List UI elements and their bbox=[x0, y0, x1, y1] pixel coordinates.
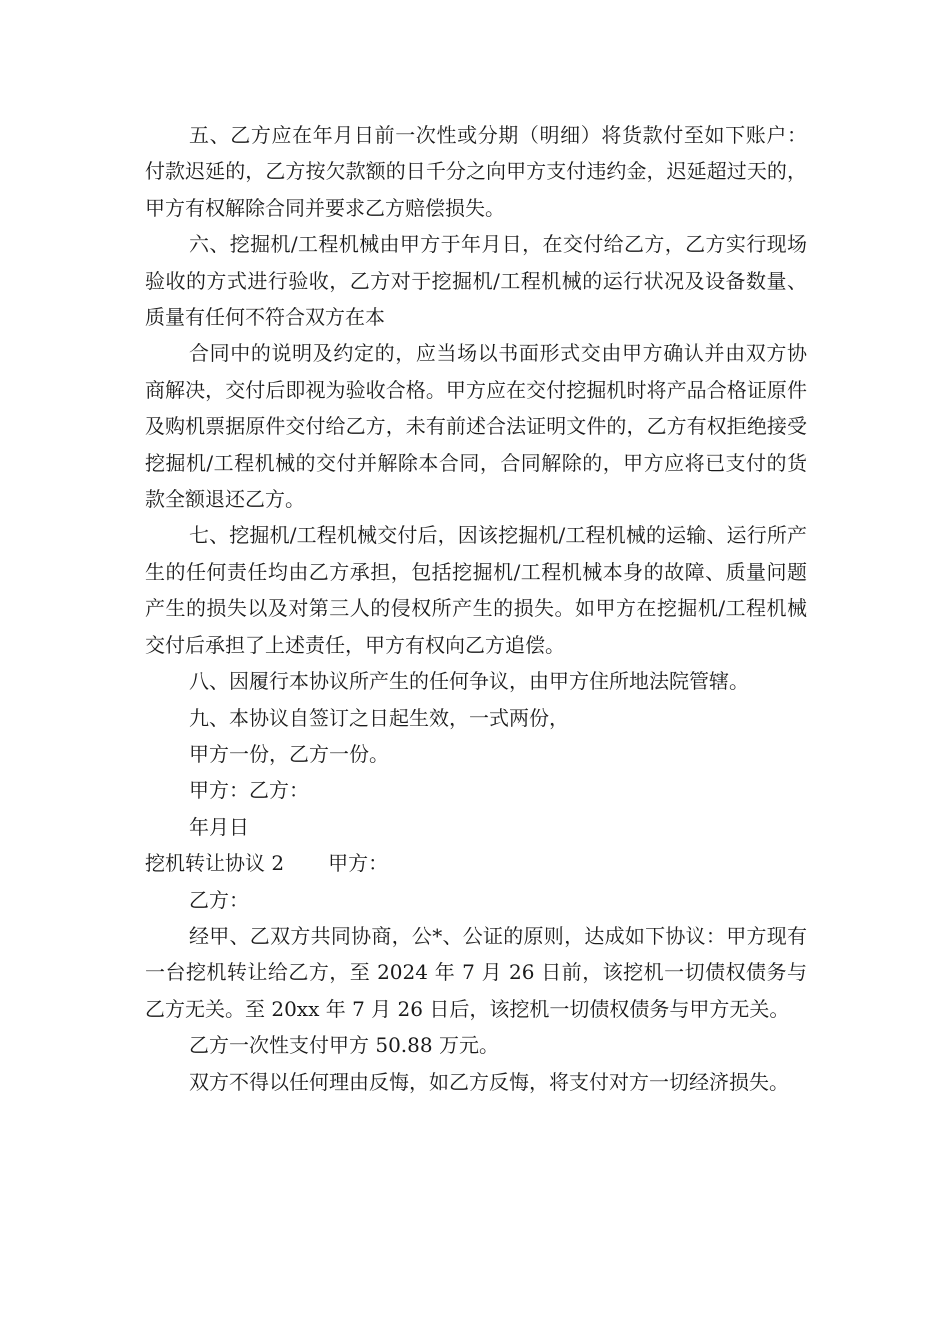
copies-line: 甲方一份，乙方一份。 bbox=[189, 741, 389, 766]
date-line: 年月日 bbox=[189, 814, 249, 839]
clause-6-continued: 合同中的说明及约定的，应当场以书面形式交由甲方确认并由双方协商解决，交付后即视为验收合格。甲方应在交付挖掘机时将产品合格证原件及购机票据原件交付给乙方，未有前述合法证明文件的，乙方有权拒绝接受挖掘机/工程机械的交付并解除本合同，合同解除的，甲方应将已支付的货款全额退还乙方。 bbox=[145, 341, 807, 512]
party-a-label: 甲方： bbox=[328, 851, 389, 876]
agreement-2-no-regret: 双方不得以任何理由反悔，如乙方反悔，将支付对方一切经济损失。 bbox=[189, 1069, 789, 1094]
signature-line: 甲方：乙方： bbox=[189, 778, 309, 803]
agreement-2-terms: 经甲、乙双方共同协商，公*、公证的原则，达成如下协议：甲方现有一台挖机转让给乙方，至 2024 年 7 月 26 日前，该挖机一切债权债务与乙方无关。至 20xx 年 7 月 26 日后，该挖机一切债权债务与甲方无关。 bbox=[145, 923, 807, 1021]
clause-7: 七、挖掘机/工程机械交付后，因该挖掘机/工程机械的运输、运行所产生的任何责任均由乙方承担，包括挖掘机/工程机械本身的故障、质量问题产生的损失以及对第三人的侵权所产生的损失。如甲方在挖掘机/工程机械交付后承担了上述责任，甲方有权向乙方追偿。 bbox=[145, 523, 807, 657]
party-b-label: 乙方： bbox=[189, 887, 249, 912]
agreement-2-title: 挖机转让协议 2 bbox=[145, 851, 285, 876]
agreement-2-payment: 乙方一次性支付甲方 50.88 万元。 bbox=[189, 1033, 499, 1058]
agreement-2-heading bbox=[145, 845, 807, 881]
document-body bbox=[145, 117, 807, 1100]
clause-5: 五、乙方应在年月日前一次性或分期（明细）将货款付至如下账户：付款迟延的，乙方按欠款额的日千分之向甲方支付违约金，迟延超过天的，甲方有权解除合同并要求乙方赔偿损失。 bbox=[145, 123, 807, 220]
clause-9: 九、本协议自签订之日起生效，一式两份， bbox=[189, 705, 569, 730]
clause-6: 六、挖掘机/工程机械由甲方于年月日，在交付给乙方，乙方实行现场验收的方式进行验收，乙方对于挖掘机/工程机械的运行状况及设备数量、质量有任何不符合双方在本 bbox=[145, 232, 807, 330]
clause-8: 八、因履行本协议所产生的任何争议，由甲方住所地法院管辖。 bbox=[189, 669, 749, 694]
